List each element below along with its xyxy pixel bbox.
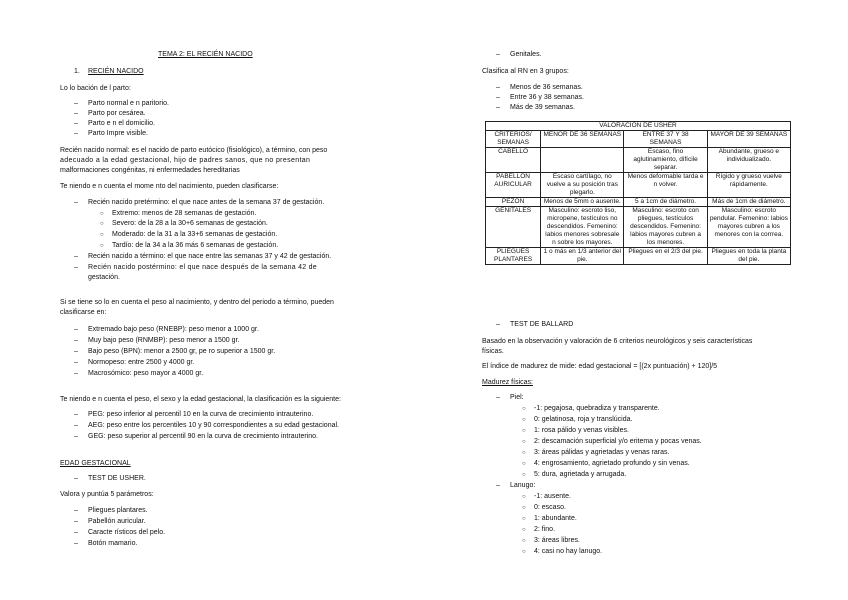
edad-heading: EDAD GESTACIONAL (60, 460, 131, 467)
table-cell: Pliegues en toda la planta del pie. (707, 248, 790, 265)
table-cell: Menos de 5mm o ausente. (541, 198, 624, 207)
definition-line: malformaciones congénitas, ni enfermedades hereditarias (60, 167, 240, 174)
list-item: Parto Impre visible. (88, 130, 148, 137)
sub-item: 0: escaso. (534, 504, 566, 511)
table-row (486, 248, 791, 265)
list-item: Botón mamario. (88, 540, 138, 547)
lanugo-heading: Lanugo: (510, 482, 536, 489)
classify-intro: Clasifica al RN en 3 grupos: (482, 68, 569, 75)
table-cell: Más de 1cm de diámetro. (707, 198, 790, 207)
table-header: MENOR DE 36 SEMANAS (541, 131, 624, 148)
sub-item: 1: abundante. (534, 515, 577, 522)
list-item-cont: gestación. (88, 274, 120, 281)
table-cell (541, 148, 624, 173)
section-number: 1. (74, 68, 80, 75)
list-item: Entre 36 y 38 semanas. (510, 94, 584, 101)
list-item: Pabellón auricular. (88, 518, 146, 525)
list-item: GEG: peso superior al percentil 90 en la curva de crecimiento intrauterino. (88, 433, 318, 440)
sub-item: Extremo: menos de 28 semanas de gestación. (112, 210, 257, 217)
definition-line: Recién nacido normal: es el nacido de parto eutócico (fisiológico), a término, con peso (60, 147, 328, 154)
table-cell: Menos deformable tarda e n volver. (624, 173, 707, 198)
list-item: Más de 39 semanas. (510, 104, 575, 111)
birth-intro: Lo lo bación de l parto: (60, 85, 131, 92)
section-heading: RECIÉN NACIDO (88, 68, 144, 75)
table-header: CRITERIOS/ SEMANAS (486, 131, 541, 148)
table-row (486, 198, 791, 207)
table-cell: PABELLÓN AURICULAR (486, 173, 541, 198)
page-title: TEMA 2: EL RECIÉN NACIDO (158, 51, 253, 58)
ballard-test-heading: TEST DE BALLARD (510, 321, 574, 328)
weight-intro: clasificarse en: (60, 309, 107, 316)
table-cell: Masculino: escroto con pliegues, testículos descendidos. Femenino: labios mayores cubren a los menores. (624, 207, 707, 248)
list-item: Bajo peso (BPN): menor a 2500 gr, pe ro superior a 1500 gr. (88, 348, 276, 355)
list-item: Recién nacido a término: el que nace entre las semanas 37 y 42 de gestación. (88, 253, 332, 260)
table-row (486, 148, 791, 173)
list-item: Menos de 36 semanas. (510, 84, 583, 91)
list-item: Muy bajo peso (RNMBP): peso menor a 1500 gr. (88, 337, 240, 344)
table-cell: GENITALES (486, 207, 541, 248)
table-cell: Escaso, fino aglutinamiento, difícile separar. (624, 148, 707, 173)
sub-item: Tardío: de la 34 a la 36 más 6 semanas de gestación. (112, 242, 279, 249)
list-item: AEG: peso entre los percentiles 10 y 90 correspondientes a su edad gestacional. (88, 422, 339, 429)
sub-item: 0: gelatinosa, roja y translúcida. (534, 416, 633, 423)
table-cell: 1 o más en 1/3 anterior del pie. (541, 248, 624, 265)
sub-item: Severo: de la 28 a la 30+6 semanas de gestación. (112, 220, 268, 227)
table-cell: Masculino: escroto pendular. Femenino: labios mayores cubren a los menores con la corrrea. (707, 207, 790, 248)
table-cell: PEZÓN (486, 198, 541, 207)
sub-item: 2: fino. (534, 526, 556, 533)
list-item: Parto e n el domicilio. (88, 120, 155, 127)
list-item: Parto normal e n paritorio. (88, 100, 169, 107)
sub-item: 1: rosa pálido y venas visibles. (534, 427, 629, 434)
list-item: Pliegues plantares. (88, 507, 148, 514)
ballard-desc: Basado en la observación y valoración de 6 criterios neurológicos y seis características (482, 338, 753, 345)
definition-line: adecuado a la edad gestacional, hijo de padres sanos, que no presentan (60, 157, 311, 164)
sub-item: 4: engrosamiento, agrietado profundo y sin venas. (534, 460, 690, 467)
table-cell: Escaso cartílago, no vuelve a su posición tras plegarlo. (541, 173, 624, 198)
list-item: Macrosómico: peso mayor a 4000 gr. (88, 370, 204, 377)
sub-item: -1: pegajosa, quebradiza y transparente. (534, 405, 660, 412)
list-item: PEG: peso inferior al percentil 10 en la curva de crecimiento intrauterino. (88, 411, 314, 418)
sub-item: 2: descamación superficial y/o eritema y pocas venas. (534, 438, 702, 445)
table-header: MAYOR DE 39 SEMANAS (707, 131, 790, 148)
piel-heading: Piel: (510, 394, 524, 401)
table-cell: CABELLO (486, 148, 541, 173)
sub-item: 4: casi no hay lanugo. (534, 548, 603, 555)
list-item: Recién nacido pretérmino: el que nace antes de la semana 37 de gestación. (88, 199, 325, 206)
table-row (486, 207, 791, 248)
combined-intro: Te niendo e n cuenta el peso, el sexo y la edad gestacional, la clasificación es la siguiente: (60, 396, 341, 403)
sub-item: 3: áreas pálidas y agrietadas y venas raras. (534, 449, 670, 456)
list-item: Caracte rísticos del pelo. (88, 529, 166, 536)
table-header: ENTRE 37 Y 38 SEMANAS (624, 131, 707, 148)
weight-intro: Si se tiene so lo en cuenta el peso al nacimiento, y dentro del periodo a término, pueden (60, 299, 334, 306)
usher-test-heading: TEST DE USHER. (88, 475, 146, 482)
sub-item: 5: dura, agrietada y arrugada. (534, 471, 627, 478)
list-item: Normopeso: entre 2500 y 4000 gr. (88, 359, 195, 366)
sub-item: 3: áreas libres. (534, 537, 580, 544)
list-item: Extremado bajo peso (RNEBP): peso menor a 1000 gr. (88, 326, 259, 333)
ballard-desc: físicas. (482, 348, 504, 355)
table-cell: Pliegues en el 2/3 del pie. (624, 248, 707, 265)
usher-intro: Valora y puntúa 5 parámetros: (60, 491, 154, 498)
table-cell: 5 a 1cm de diámetro. (624, 198, 707, 207)
list-item: Parto por cesárea. (88, 110, 146, 117)
table-cell: PLIEGUES PLANTARES (486, 248, 541, 265)
physical-heading: Madurez físicas: (482, 379, 533, 386)
sub-item: -1: ausente. (534, 493, 571, 500)
maturity-index: El índice de madurez de mide: edad gestacional = [(2x puntuación) + 120]/5 (482, 363, 718, 370)
usher-table (485, 121, 791, 265)
table-cell: Masculino: escroto liso, micropene, testículos no descendidos. Femenino: labios menores sobresale n sobre los mayores. (541, 207, 624, 248)
table-row (486, 173, 791, 198)
table-title: VALORACIÓN DE USHER (486, 122, 791, 131)
sub-item: Moderado: de la 31 a la 33+6 semanas de gestación. (112, 231, 278, 238)
table-cell: Rígido y grueso vuelve rápidamente. (707, 173, 790, 198)
timing-intro: Te niendo e n cuenta el mome nto del nacimiento, pueden clasificarse: (60, 183, 279, 190)
list-item: Recién nacido postérmino: el que nace después de la semana 42 de (88, 264, 317, 271)
list-item: Genitales. (510, 51, 542, 58)
table-cell: Abundante, grueso e individualizado. (707, 148, 790, 173)
